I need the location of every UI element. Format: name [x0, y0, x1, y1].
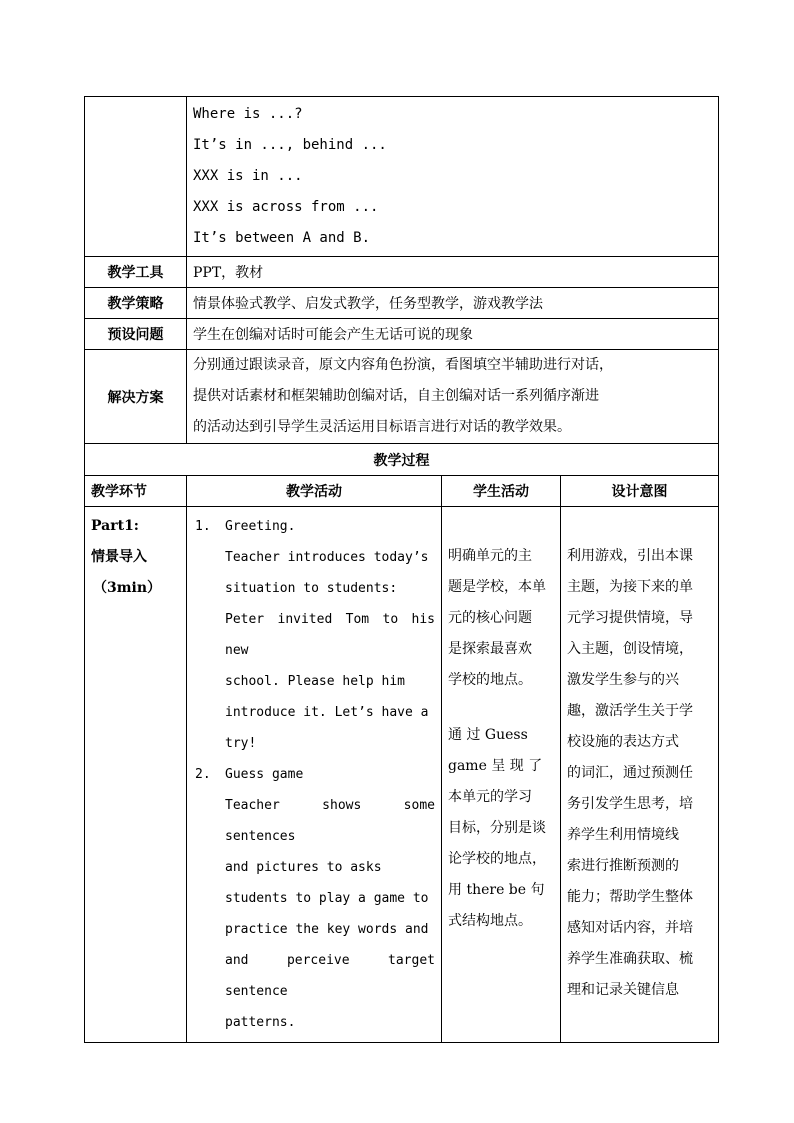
activity-number: 2. [195, 767, 211, 782]
activity-line: and pictures to asks [225, 860, 382, 875]
student-line: 通 过 Guess [448, 727, 528, 743]
part1-name: Part1: [91, 518, 139, 534]
activity-line: introduce it. Let’s have a [225, 705, 429, 720]
solution-value [187, 350, 719, 444]
tools-value: PPT，教材 [187, 257, 719, 288]
activity-line: try! [225, 736, 257, 751]
design-line: 能力；帮助学生整体 [567, 889, 693, 905]
solution-label: 解决方案 [85, 350, 187, 444]
student-line: 用 there be 句 [448, 882, 545, 898]
activity-item [193, 511, 435, 759]
activity-title: Greeting. [225, 519, 296, 534]
student-line: 本单元的学习 [448, 789, 532, 805]
student-line: 明确单元的主 [448, 548, 532, 564]
design-line: 索进行推断预测的 [567, 858, 679, 874]
part1-phase-cell [85, 507, 187, 1043]
solution-line: 的活动达到引导学生灵活运用目标语言进行对话的教学效果。 [193, 419, 571, 435]
solution-row [85, 350, 719, 444]
strategy-label: 教学策略 [85, 288, 187, 319]
problem-value: 学生在创编对话时可能会产生无话可说的现象 [187, 319, 719, 350]
student-line: 是探索最喜欢 [448, 641, 532, 657]
process-header-row [85, 476, 719, 507]
strategy-row [85, 288, 719, 319]
design-line: 校设施的表达方式 [567, 734, 679, 750]
design-line: 主题，为接下来的单 [567, 579, 693, 595]
header-student: 学生活动 [442, 476, 561, 507]
tools-row [85, 257, 719, 288]
problem-row [85, 319, 719, 350]
solution-line: 分别通过跟读录音，原文内容角色扮演，看图填空半辅助进行对话， [193, 357, 613, 373]
student-line: 题是学校，本单 [448, 579, 546, 595]
design-line: 入主题，创设情境， [567, 641, 693, 657]
strategy-value: 情景体验式教学、启发式教学，任务型教学，游戏教学法 [187, 288, 719, 319]
problem-label: 预设问题 [85, 319, 187, 350]
header-phase: 教学环节 [85, 476, 187, 507]
activity-line: practice the key words and [225, 922, 429, 937]
student-line: 元的核心问题 [448, 610, 532, 626]
pattern-line: XXX is in ... [193, 168, 303, 184]
header-activity: 教学活动 [187, 476, 442, 507]
part1-time: （3min） [93, 580, 162, 596]
design-line: 的词汇，通过预测任 [567, 765, 693, 781]
pattern-line: Where is ...? [193, 106, 303, 122]
activity-line: Teacher introduces today’s [225, 550, 429, 565]
activity-line: Peter invited Tom to his new [225, 612, 435, 658]
sentence-patterns-cell [187, 97, 719, 257]
student-line: 论学校的地点， [448, 851, 546, 867]
design-line: 趣，激活学生关于学 [567, 703, 693, 719]
activity-line: students to play a game to [225, 891, 429, 906]
student-line: game 呈 现 了 [448, 758, 543, 774]
tools-label: 教学工具 [85, 257, 187, 288]
activity-line: Teacher shows some sentences [225, 798, 435, 844]
design-line: 感知对话内容，并培 [567, 920, 693, 936]
part1-activity-cell [187, 507, 442, 1043]
process-title-row [85, 444, 719, 476]
empty-label-cell [85, 97, 187, 257]
activity-number: 1. [195, 519, 211, 534]
student-line: 目标，分别是谈 [448, 820, 546, 836]
part1-design-cell [561, 507, 719, 1043]
design-line: 利用游戏，引出本课 [567, 548, 693, 564]
header-design: 设计意图 [561, 476, 719, 507]
design-line: 元学习提供情境，导 [567, 610, 693, 626]
design-line: 养学生利用情境线 [567, 827, 679, 843]
pattern-line: XXX is across from ... [193, 199, 379, 215]
design-line: 激发学生参与的兴 [567, 672, 679, 688]
design-line: 理和记录关键信息 [567, 982, 679, 998]
activity-line: patterns. [225, 1015, 296, 1030]
sentence-patterns-row [85, 97, 719, 257]
solution-line: 提供对话素材和框架辅助创编对话，自主创编对话一系列循序渐进 [193, 388, 599, 404]
part1-row [85, 507, 719, 1043]
part1-student-cell [442, 507, 561, 1043]
design-line: 务引发学生思考，培 [567, 796, 693, 812]
activity-line: and perceive target sentence [225, 953, 435, 999]
activity-title: Guess game [225, 767, 304, 782]
process-title: 教学过程 [85, 444, 719, 476]
student-line: 学校的地点。 [448, 672, 532, 688]
part1-title: 情景导入 [91, 549, 147, 565]
student-line: 式结构地点。 [448, 913, 532, 929]
activity-line: situation to students: [225, 581, 398, 596]
pattern-line: It’s in ..., behind ... [193, 137, 387, 153]
design-line: 养学生准确获取、梳 [567, 951, 693, 967]
activity-line: school. Please help him [225, 674, 406, 689]
pattern-line: It’s between A and B. [193, 230, 371, 246]
activity-item [193, 759, 435, 1038]
lesson-plan-table [84, 96, 719, 1043]
